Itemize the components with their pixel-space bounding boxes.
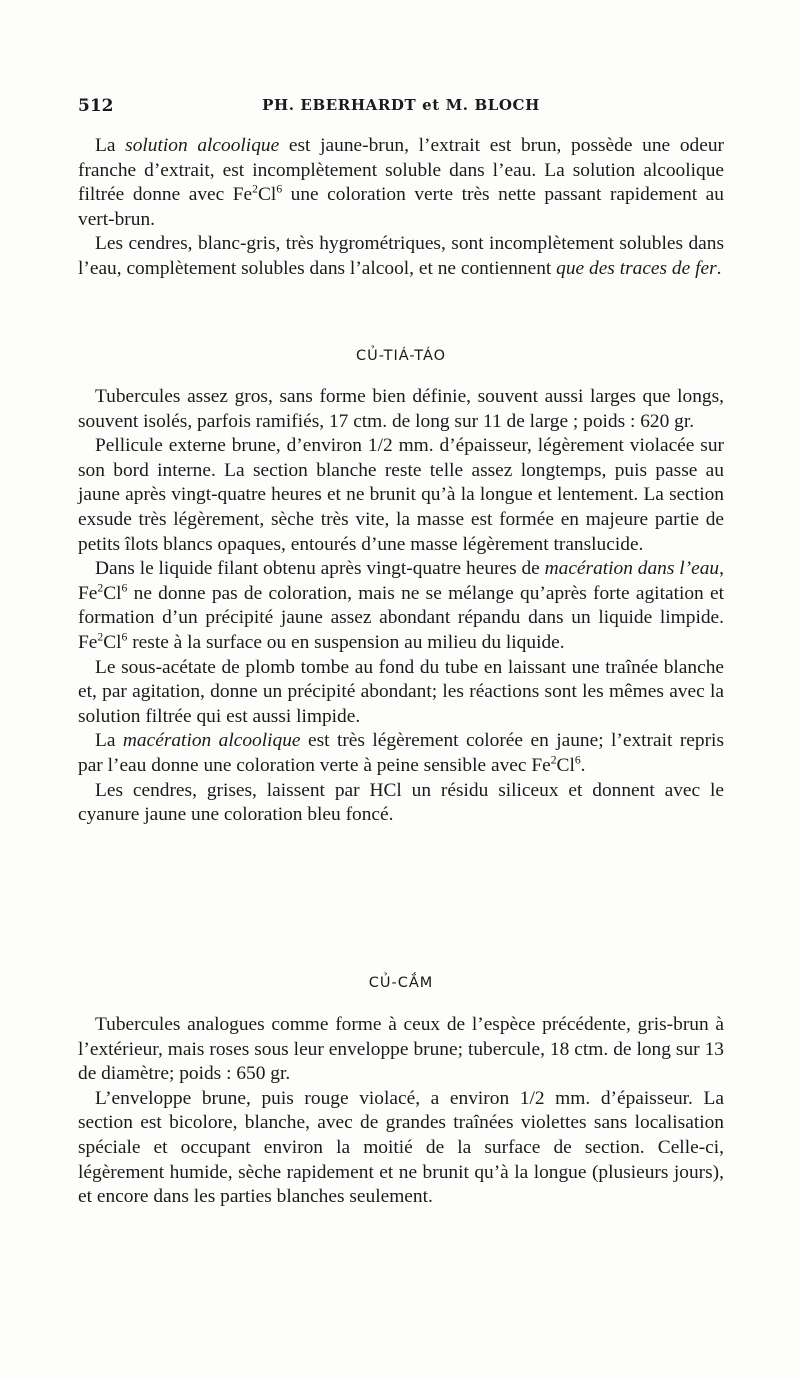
running-title: PH. EBERHARDT et M. BLOCH: [262, 96, 540, 114]
paragraph: Pellicule externe brune, d’environ 1/2 mm. d’épaisseur, légèrement violacée sur son bord interne. La section blanche reste telle assez longtemps, puis passe au jaune après vingt-quatre heures et ne brunit qu’à la longue et lentement. La section exsude très légèrement, sèche très vite, la masse est formée en majeure partie de petits îlots blancs opaques, entourés d’une masse légèrement translucide.: [78, 435, 724, 555]
paragraph: L’enveloppe brune, puis rouge violacé, a environ 1/2 mm. d’épaisseur. La section est bicolore, blanche, avec de grandes traînées violettes sans localisation spéciale et occupant environ la moitié de la surface de section. Celle-ci, légèrement humide, sèche rapidement et ne brunit qu’à la longue (plusieurs jours), et encore dans les parties blanches seulement.: [78, 1087, 724, 1208]
paragraph: Le sous-acétate de plomb tombe au fond du tube en laissant une traînée blanche et, par agitation, donne un précipité abondant; les réactions sont les mêmes avec la solution filtrée qui est aussi limpide.: [78, 656, 724, 727]
paragraph: Les cendres, blanc-gris, très hygrométriques, sont incomplètement solubles dans l’eau, complètement solubles dans l’alcool, et ne contiennent que des traces de fer.: [78, 233, 724, 279]
page-number: 512: [78, 96, 114, 116]
paragraph: Dans le liquide filant obtenu après vingt-quatre heures de macération dans l’eau, Fe$^2$Cl$^6$ ne donne pas de coloration, mais ne se mélange qu’après forte agitation et formation d’un précipité jaune assez abondant répandu dans un liquide limpide. Fe$^2$Cl$^6$ reste à la surface ou en suspension au milieu du liquide.: [78, 558, 724, 653]
paragraph: La solution alcoolique est jaune-brun, l’extrait est brun, possède une odeur franche d’extrait, est incomplètement soluble dans l’eau. La solution alcoolique filtrée donne avec Fe$^2$Cl$^6$ une coloration verte très nette passant rapidement au vert-brun.: [78, 135, 724, 230]
paragraph: La macération alcoolique est très légèrement colorée en jaune; l’extrait repris par l’eau donne une coloration verte à peine sensible avec Fe$^2$Cl$^6$.: [78, 730, 724, 776]
section-cu-tia-tao: [78, 385, 724, 828]
paragraph: Tubercules assez gros, sans forme bien définie, souvent aussi larges que longs, souvent isolés, parfois ramifiés, 17 ctm. de long sur 11 de large ; poids : 620 gr.: [78, 386, 724, 432]
paragraph: Tubercules analogues comme forme à ceux de l’espèce précédente, gris-brun à l’extérieur, mais roses sous leur enveloppe brune; tubercule, 18 ctm. de long sur 13 de diamètre; poids : 650 gr.: [78, 1014, 724, 1085]
section-heading: CỦ-TIÁ-TÁO: [355, 348, 447, 364]
section-cu-cam: [78, 1013, 724, 1210]
section-intro: [78, 134, 724, 282]
paragraph: Les cendres, grises, laissent par HCl un résidu siliceux et donnent avec le cyanure jaune une coloration bleu foncé.: [78, 779, 724, 826]
page-header: [78, 96, 724, 120]
section-heading: CỦ-CẮM: [368, 975, 434, 991]
